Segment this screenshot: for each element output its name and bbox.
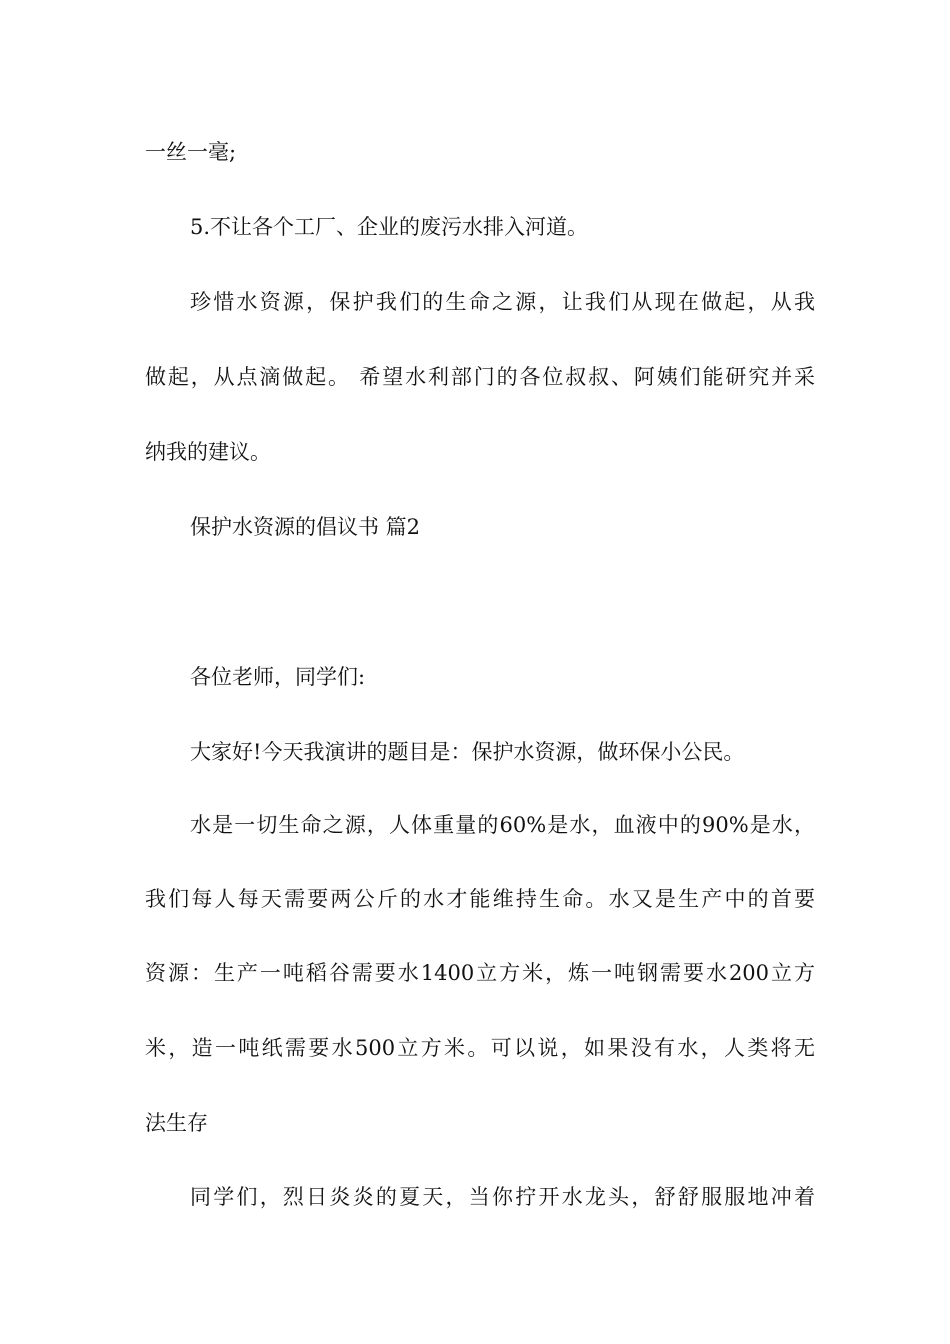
text-line-3: 珍惜水资源，保护我们的生命之源，让我们从现在做起，从我 xyxy=(190,290,815,314)
text-line-1: 一丝一毫; xyxy=(145,140,237,164)
text-line-13: 法生存 xyxy=(145,1111,208,1135)
text-line-8: 大家好!今天我演讲的题目是：保护水资源，做环保小公民。 xyxy=(190,740,745,764)
text-line-5: 纳我的建议。 xyxy=(145,440,271,464)
text-line-14: 同学们，烈日炎炎的夏天，当你拧开水龙头，舒舒服服地冲着 xyxy=(190,1185,815,1209)
text-line-4: 做起，从点滴做起。 希望水利部门的各位叔叔、阿姨们能研究并采 xyxy=(145,365,815,389)
text-line-10: 我们每人每天需要两公斤的水才能维持生命。水又是生产中的首要 xyxy=(145,887,815,911)
text-line-12: 米，造一吨纸需要水500立方米。可以说，如果没有水，人类将无 xyxy=(145,1036,815,1060)
text-line-2: 5.不让各个工厂、企业的废污水排入河道。 xyxy=(190,215,589,239)
text-line-11: 资源：生产一吨稻谷需要水1400立方米，炼一吨钢需要水200立方 xyxy=(145,961,815,985)
section-heading: 保护水资源的倡议书 篇2 xyxy=(190,515,421,539)
text-line-7: 各位老师，同学们: xyxy=(190,665,366,689)
text-line-9: 水是一切生命之源，人体重量的60%是水，血液中的90%是水， xyxy=(190,813,815,837)
